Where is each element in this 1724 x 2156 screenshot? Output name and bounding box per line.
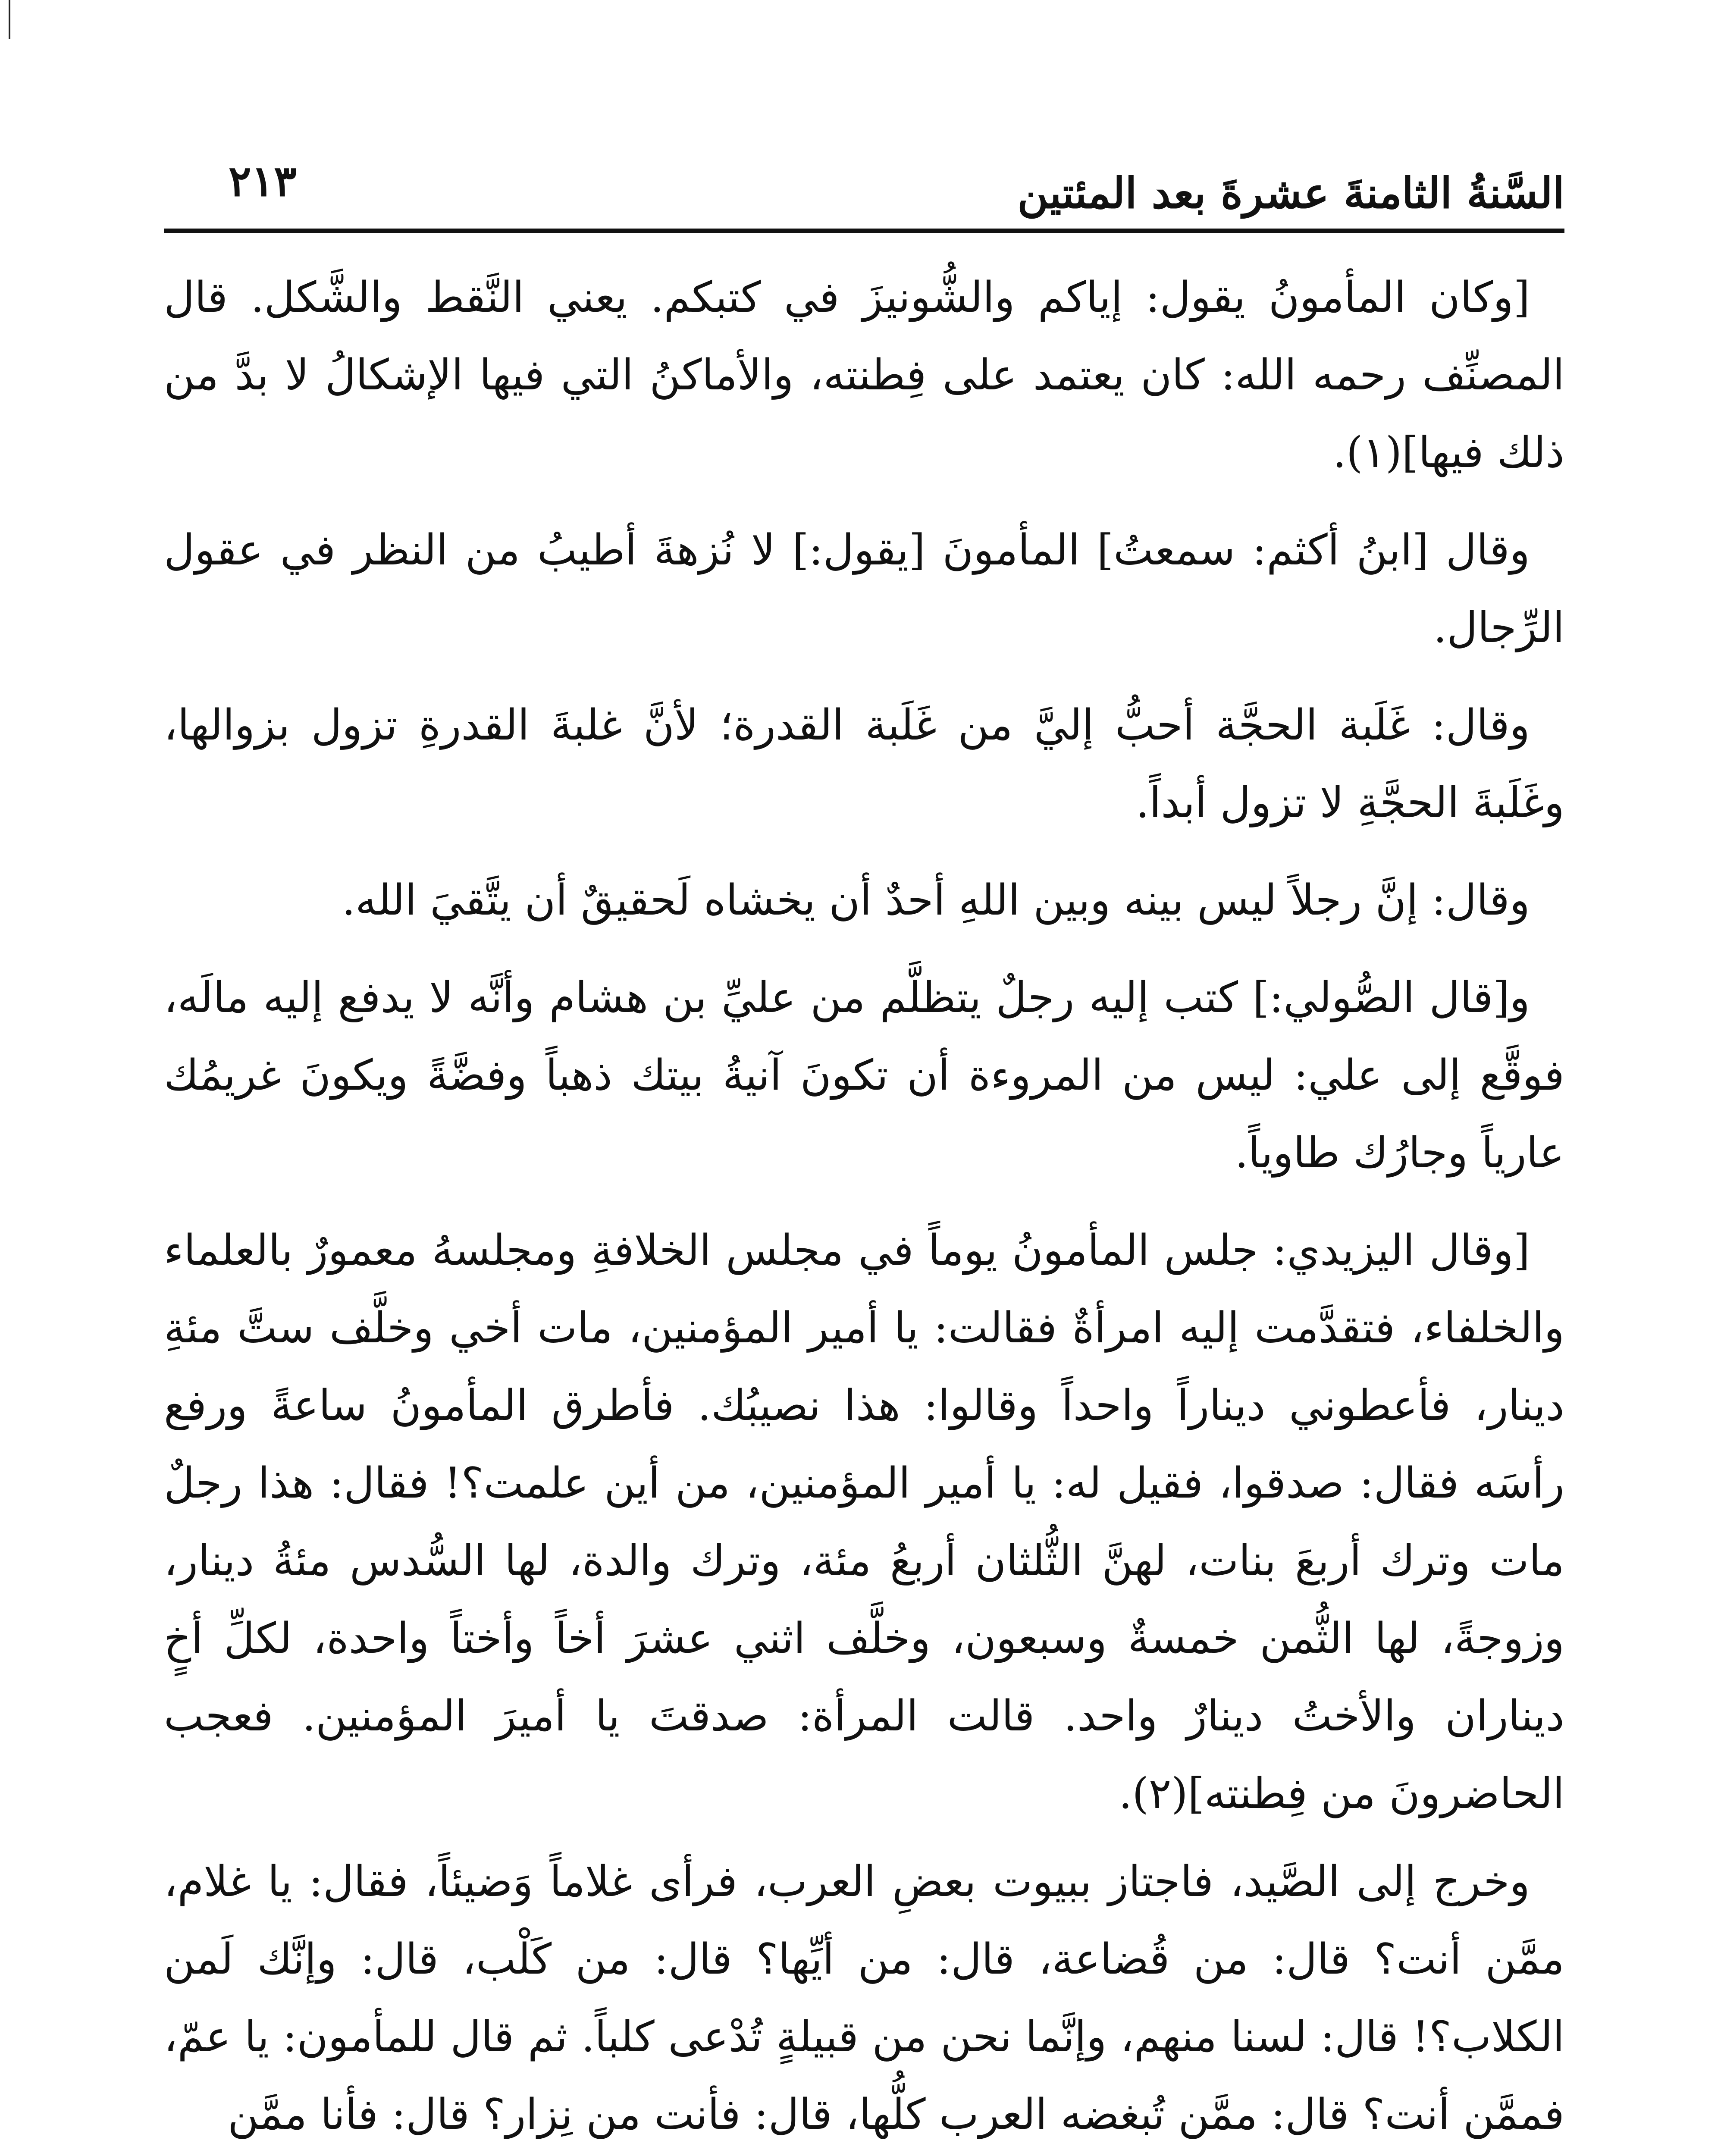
main-text [164, 259, 1564, 2153]
paragraph-suli-letter: و[قال الصُّولي:] كتب إليه رجلٌ يتظلَّم من عليِّ بن هشام وأنَّه لا يدفع إليه مالَه، فوقَّع إلى علي: ليس من المروءة أن تكونَ آنيةُ بيتك ذهباً وفضَّةً ويكونَ غريمُك عارياً وجارُك طاوياً. [164, 973, 1564, 1178]
page-number: ٢١٣ [229, 157, 297, 206]
paragraph-men-minds: وقال [ابنُ أكثم: سمعتُ] المأمونَ [يقول:] لا نُزهةَ أطيبُ من النظر في عقول الرِّجال. [164, 526, 1564, 652]
page-header [164, 151, 1564, 233]
scan-margin-mark [9, 0, 10, 39]
running-title: السَّنةُ الثامنةَ عشرةَ بعد المئتين [1017, 169, 1564, 218]
paragraph-hunting: وخرج إلى الصَّيد، فاجتاز ببيوت بعضِ العرب، فرأى غلاماً وَضيئاً، فقال: يا غلام، ممَّن أنت؟ قال: من قُضاعة، قال: من أيِّها؟ قال: من كَلْب، قال: وإنَّك لَمن الكلاب؟! قال: لسنا منهم، وإنَّما نحن من قبيلةٍ تُدْعى كلباً. ثم قال للمأمون: يا عمّ، فممَّن أنت؟ قال: ممَّن تُبغضه العرب كلُّها، قال: فأنت من نِزار؟ قال: فأنا ممَّن [164, 1857, 1564, 2139]
paragraph-inheritance: [وقال اليزيدي: جلس المأمونُ يوماً في مجلس الخلافةِ ومجلسهُ معمورٌ بالعلماء والخلفاء، فتقدَّمت إليه امرأةٌ فقالت: يا أمير المؤمنين، مات أخي وخلَّف ستَّ مئةِ دينار، فأعطوني ديناراً واحداً وقالوا: هذا نصيبُك. فأطرق المأمونُ ساعةً ورفع رأسَه فقال: صدقوا، فقيل له: يا أمير المؤمنين، من أين علمت؟! فقال: هذا رجلٌ مات وترك أربعَ بنات، لهنَّ الثُّلثان أربعُ مئة، وترك والدة، لها السُّدس مئةُ دينار، وزوجةً، لها الثُّمن خمسةٌ وسبعون، وخلَّف اثني عشرَ أخاً وأختاً واحدة، لكلِّ أخٍ ديناران والأختُ دينارٌ واحد. قالت المرأة: صدقتَ يا أميرَ المؤمنين. فعجب الحاضرونَ من فِطنته](٢). [164, 1226, 1564, 1818]
header-rule [164, 229, 1564, 233]
paragraph-argument-power: وقال: غَلَبة الحجَّة أحبُّ إليَّ من غَلَبة القدرة؛ لأنَّ غلبةَ القدرةِ تزول بزوالها، وغَلَبةَ الحجَّةِ لا تزول أبداً. [164, 701, 1564, 827]
paragraph-shunayz: [وكان المأمونُ يقول: إياكم والشُّونيزَ في كتبكم. يعني النَّقط والشَّكل. قال المصنِّف رحمه الله: كان يعتمد على فِطنته، والأماكنُ التي فيها الإشكالُ لا بدَّ من ذلك فيها](١). [164, 273, 1564, 477]
paragraph-fear-god: وقال: إنَّ رجلاً ليس بينه وبين اللهِ أحدٌ أن يخشاه لَحقيقٌ أن يتَّقيَ الله. [342, 876, 1530, 925]
